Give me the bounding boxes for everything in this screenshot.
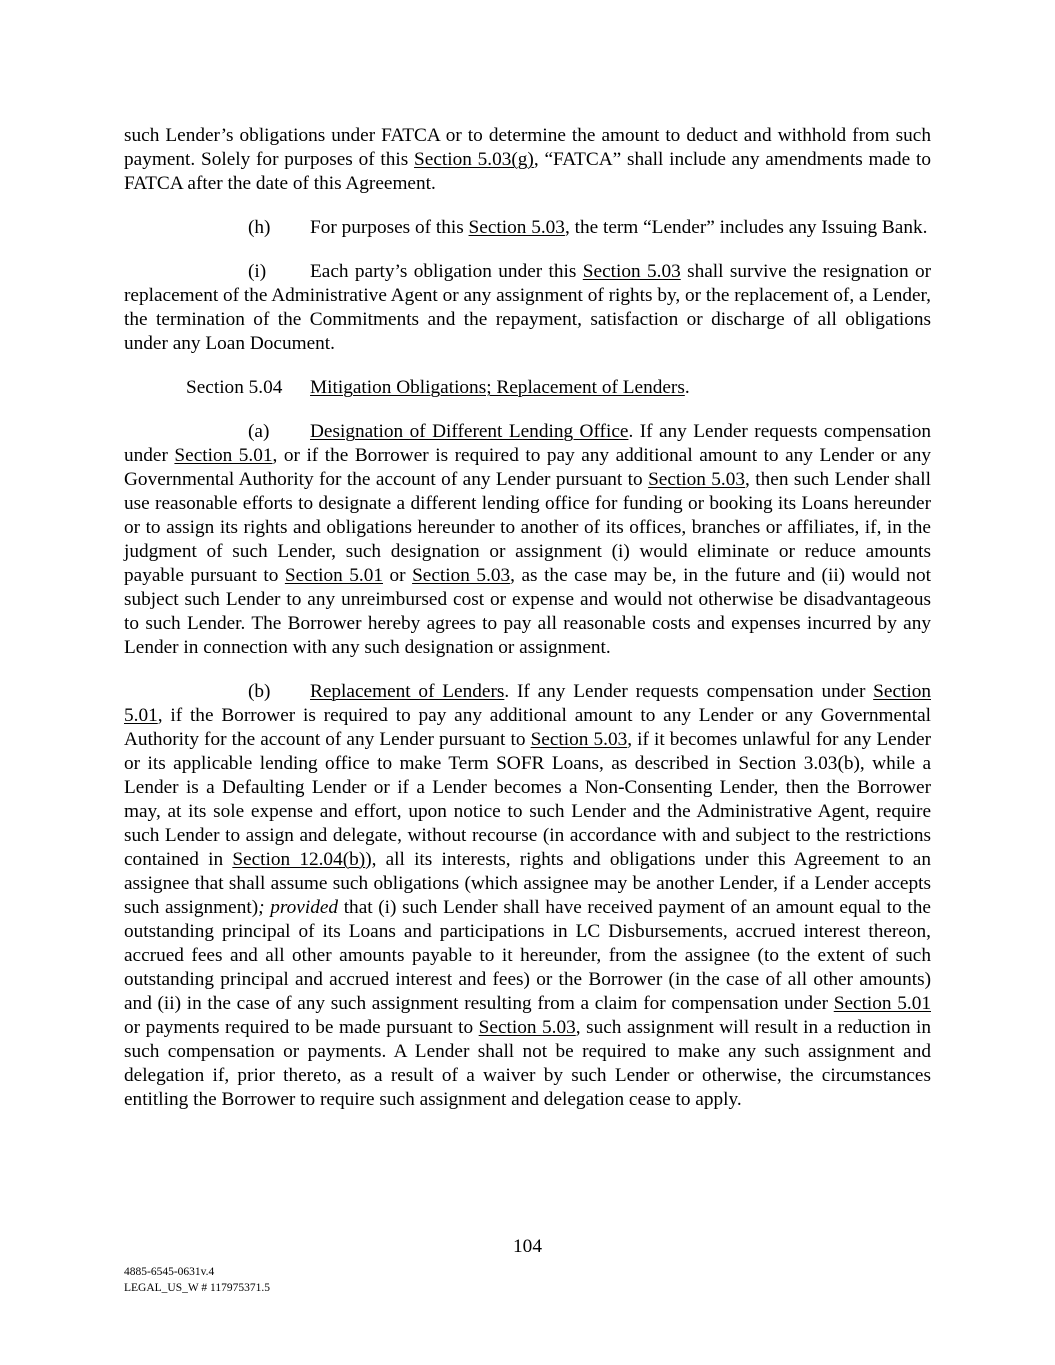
paragraph-a: (a) Designation of Different Lending Office. If any Lender requests compensation under Section 5.01, or if the Borrower is required to pay any additional amount to any Lender or any Governmental Authority for the account of any Lender pursuant to Section 5.03, then such Lender shall use reasonable efforts to designate a different lending office for funding or booking its Loans hereunder or to assign its rights and obligations hereunder to another of its offices, branches or affiliates, if, in the judgment of such Lender, such designation or assignment (i) would eliminate or reduce amounts payable pursuant to Section 5.01 or Section 5.03, as the case may be, in the future and (ii) would not subject such Lender to any unreimbursed cost or expense and would not otherwise be disadvantageous to such Lender. The Borrower hereby agrees to pay all reasonable costs and expenses incurred by any Lender in connection with any such designation or assignment.: [124, 421, 932, 658]
section-title: Mitigation Obligations; Replacement of Lenders: [310, 377, 685, 398]
footer: [124, 1264, 270, 1296]
cross-reference: Section 5.01: [284, 565, 383, 586]
document-id: 4885-6545-0631v.4: [124, 1266, 215, 1278]
cross-reference: Section 5.03(g): [414, 149, 534, 170]
clause-label: (h): [248, 217, 271, 238]
clause-label: (i): [248, 261, 267, 282]
paragraph-b: (b) Replacement of Lenders. If any Lender requests compensation under Section 5.01, if the Borrower is required to pay any additional amount to any Lender or any Governmental Authority for the account of any Lender pursuant to Section 5.03, if it becomes unlawful for any Lender or its applicable lending office to make Term SOFR Loans, as described in Section 3.03(b), while a Lender is a Defaulting Lender or if a Lender becomes a Non-Consenting Lender, then the Borrower may, at its sole expense and effort, upon notice to such Lender and the Administrative Agent, require such Lender to assign and delegate, without recourse (in accordance with and subject to the restrictions contained in Section 12.04(b)), all its interests, rights and obligations under this Agreement to an assignee that shall assume such obligations (which assignee may be another Lender, if a Lender accepts such assignment); provided that (i) such Lender shall have received payment of an amount equal to the outstanding principal of its Loans and participations in LC Disbursements, accrued interest thereon, accrued fees and all other amounts payable to it hereunder, from the assignee (to the extent of such outstanding principal and accrued interest and fees) or the Borrower (in the case of all other amounts) and (ii) in the case of any such assignment resulting from a claim for compensation under Section 5.01 or payments required to be made pursuant to Section 5.03, such assignment will result in a reduction in such compensation or payments. A Lender shall not be required to make any such assignment and delegation if, prior thereto, as a result of a waiver by such Lender or otherwise, the circumstances entitling the Borrower to require such assignment and delegation cease to apply.: [124, 681, 932, 1110]
paragraph-h: (h) For purposes of this Section 5.03, the term “Lender” includes any Issuing Bank.: [248, 217, 928, 238]
cross-reference: Section 5.01: [124, 681, 931, 726]
cross-reference: Section 5.03: [582, 261, 681, 282]
cross-reference: Section 5.03: [478, 1017, 576, 1038]
clause-heading: Replacement of Lenders: [310, 681, 505, 702]
proviso-italic: ; provided: [258, 897, 339, 918]
cross-reference: Section 5.03: [530, 729, 628, 750]
section-heading: Section 5.04 Mitigation Obligations; Replacement of Lenders.: [186, 377, 690, 398]
document-page: [124, 124, 931, 1112]
paragraph-i: (i) Each party’s obligation under this Section 5.03 shall survive the resignation or replacement of the Administrative Agent or any assignment of rights by, or the replacement of, a Lender, the termination of the Commitments and the repayment, satisfaction or discharge of all obligations under any Loan Document.: [124, 261, 932, 354]
cross-reference: Section 5.01: [833, 993, 931, 1014]
clause-heading: Designation of Different Lending Office: [310, 421, 629, 442]
cross-reference: Section 5.01: [174, 445, 273, 466]
page-number: 104: [513, 1236, 542, 1257]
cross-reference: Section 5.03: [468, 217, 565, 238]
legal-id: LEGAL_US_W # 117975371.5: [124, 1282, 270, 1294]
section-number: Section 5.04: [186, 377, 283, 398]
cross-reference: Section 5.03: [412, 565, 511, 586]
cross-reference: Section 5.03: [648, 469, 746, 490]
clause-label: (a): [248, 421, 270, 442]
paragraph-fatca-continuation: such Lender’s obligations under FATCA or to determine the amount to deduct and withhold from such payment. Solely for purposes of this Section 5.03(g), “FATCA” shall include any amendments made to FATCA after the date of this Agreement.: [124, 125, 931, 194]
clause-label: (b): [248, 681, 271, 702]
cross-reference: Section 12.04(b): [232, 849, 366, 870]
